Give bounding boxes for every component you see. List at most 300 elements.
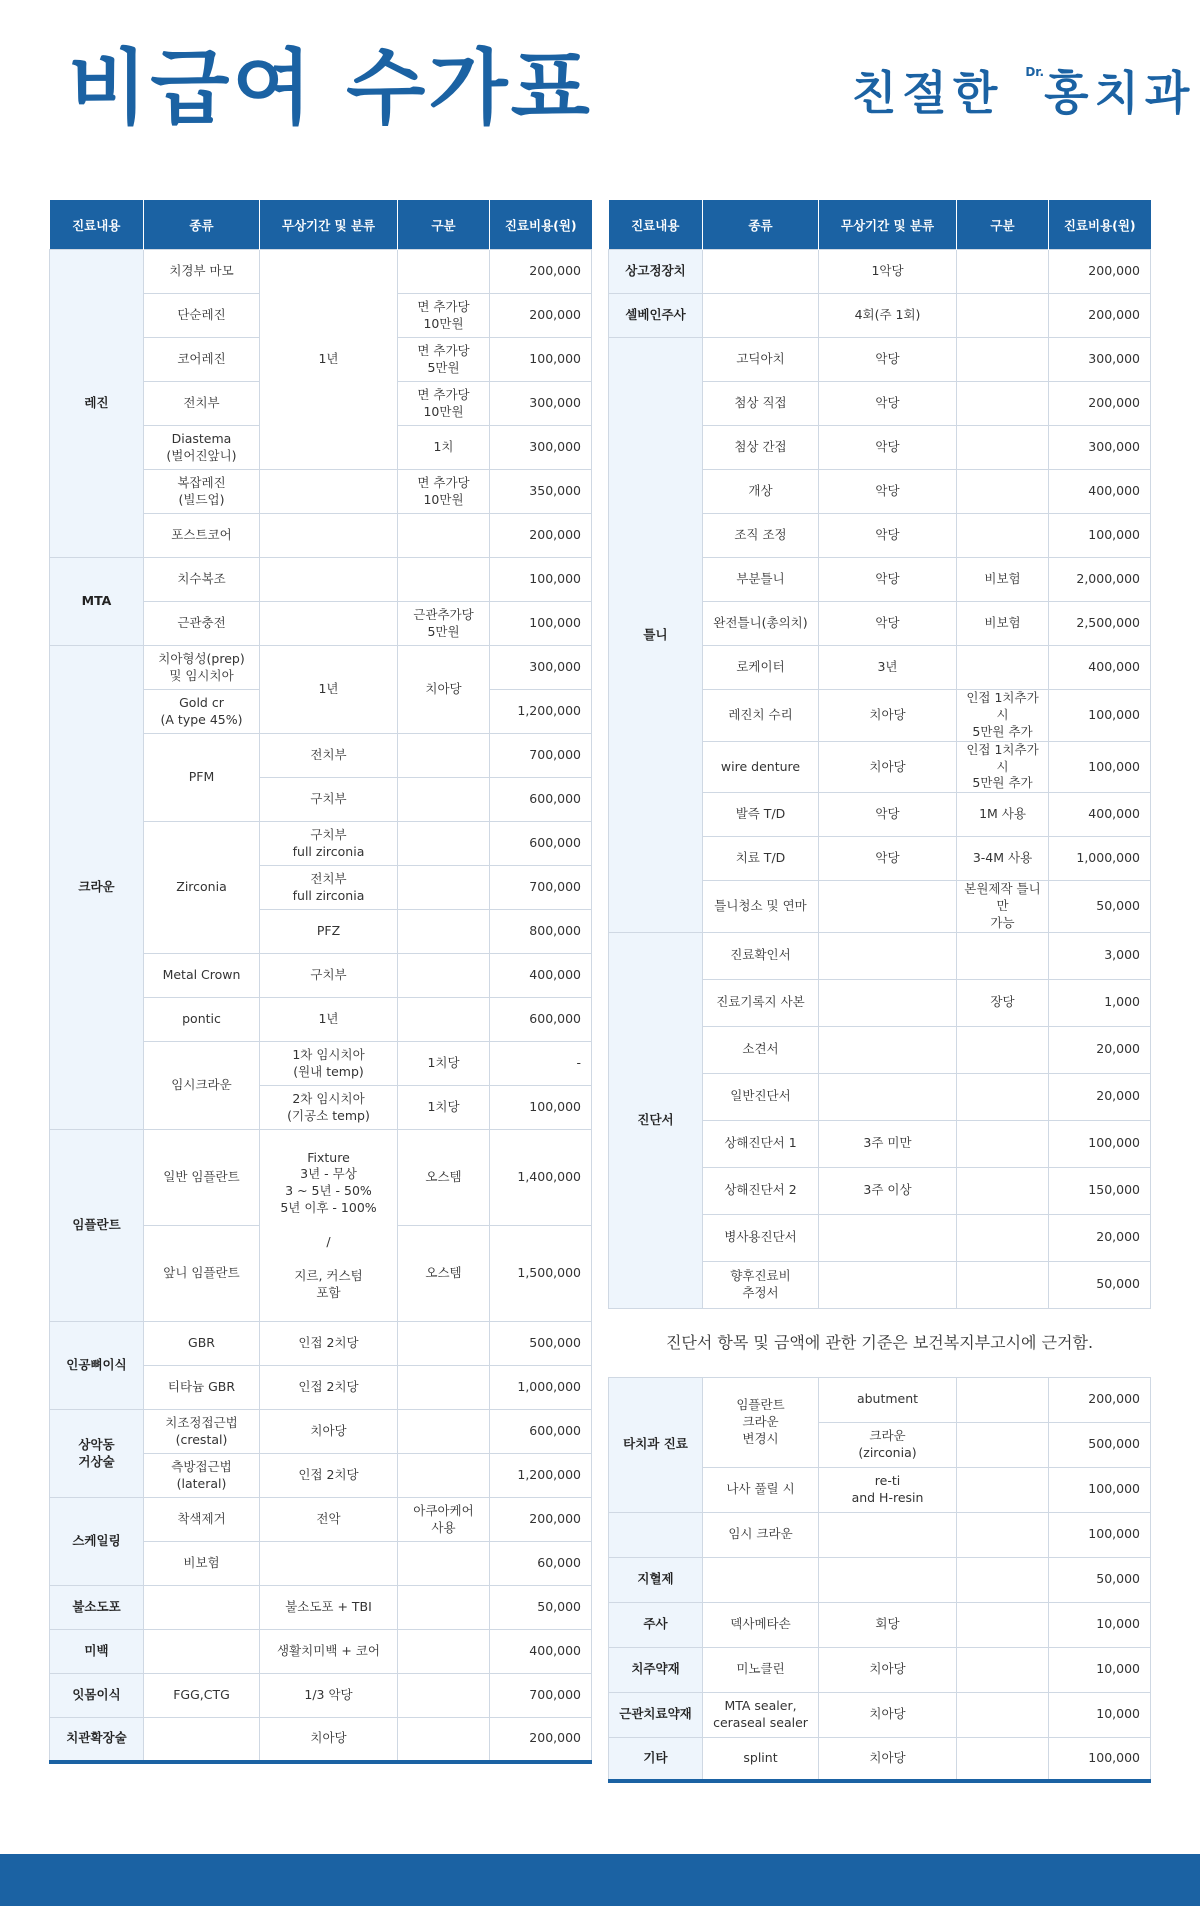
period-cell: 인접 2치당 bbox=[260, 1454, 398, 1498]
price-cell: 100,000 bbox=[490, 602, 592, 646]
class-cell bbox=[398, 1630, 490, 1674]
class-cell bbox=[398, 1586, 490, 1630]
type-cell bbox=[144, 1586, 260, 1630]
class-cell bbox=[398, 514, 490, 558]
col-header-type: 종류 bbox=[703, 200, 819, 250]
type-cell: wire denture bbox=[703, 741, 819, 793]
price-cell: 50,000 bbox=[1049, 881, 1151, 933]
period-cell: 회당 bbox=[819, 1602, 957, 1647]
price-cell: 700,000 bbox=[490, 734, 592, 778]
period-cell: 1년 bbox=[260, 250, 398, 470]
class-cell bbox=[957, 470, 1049, 514]
type-cell: 임시크라운 bbox=[144, 1042, 260, 1130]
type-cell: Metal Crown bbox=[144, 954, 260, 998]
period-cell: 악당 bbox=[819, 514, 957, 558]
class-cell bbox=[398, 954, 490, 998]
table-row bbox=[50, 1674, 592, 1718]
price-cell: 100,000 bbox=[490, 558, 592, 602]
period-cell: 치아당 bbox=[819, 741, 957, 793]
class-cell bbox=[957, 514, 1049, 558]
price-cell: 10,000 bbox=[1049, 1692, 1151, 1737]
price-cell: 700,000 bbox=[490, 866, 592, 910]
table-row bbox=[50, 1410, 592, 1454]
type-cell: 고딕아치 bbox=[703, 338, 819, 382]
period-cell: 악당 bbox=[819, 426, 957, 470]
price-cell: 1,000,000 bbox=[1049, 837, 1151, 881]
type-cell: 전치부 bbox=[144, 382, 260, 426]
type-cell: 앞니 임플란트 bbox=[144, 1226, 260, 1322]
category-cell bbox=[609, 1512, 703, 1557]
class-cell bbox=[957, 1692, 1049, 1737]
period-cell bbox=[260, 1542, 398, 1586]
period-cell: 치아당 bbox=[819, 690, 957, 742]
type-cell: 향후진료비 추정서 bbox=[703, 1261, 819, 1308]
price-cell: 400,000 bbox=[490, 954, 592, 998]
price-cell: 200,000 bbox=[490, 294, 592, 338]
type-cell: 치조정접근법 (crestal) bbox=[144, 1410, 260, 1454]
price-cell: 60,000 bbox=[490, 1542, 592, 1586]
type-cell: 치료 T/D bbox=[703, 837, 819, 881]
type-cell: 나사 풀릴 시 bbox=[703, 1467, 819, 1512]
class-cell bbox=[957, 338, 1049, 382]
period-cell: 4회(주 1회) bbox=[819, 294, 957, 338]
category-cell: 레진 bbox=[50, 250, 144, 558]
period-cell bbox=[819, 1512, 957, 1557]
period-cell: 악당 bbox=[819, 837, 957, 881]
price-cell: 600,000 bbox=[490, 998, 592, 1042]
class-cell bbox=[398, 1542, 490, 1586]
type-cell: 단순레진 bbox=[144, 294, 260, 338]
class-cell: 1치당 bbox=[398, 1042, 490, 1086]
class-cell bbox=[957, 1377, 1049, 1422]
table-row bbox=[50, 1586, 592, 1630]
col-header-price: 진료비용(원) bbox=[490, 200, 592, 250]
class-cell: 1치 bbox=[398, 426, 490, 470]
period-cell bbox=[819, 881, 957, 933]
table-row bbox=[609, 338, 1151, 382]
type-cell: Gold cr (A type 45%) bbox=[144, 690, 260, 734]
price-cell: 100,000 bbox=[1049, 1737, 1151, 1781]
class-cell bbox=[957, 1737, 1049, 1781]
class-cell: 면 추가당 10만원 bbox=[398, 470, 490, 514]
table-row bbox=[50, 1718, 592, 1762]
left-price-table bbox=[49, 200, 592, 1764]
type-cell: pontic bbox=[144, 998, 260, 1042]
footer-bar bbox=[0, 1854, 1200, 1906]
type-cell: 진료확인서 bbox=[703, 932, 819, 979]
category-cell: 불소도포 bbox=[50, 1586, 144, 1630]
type-cell: 포스트코어 bbox=[144, 514, 260, 558]
category-cell: 상악동 거상술 bbox=[50, 1410, 144, 1498]
left-header-row bbox=[50, 200, 592, 250]
table-row bbox=[609, 250, 1151, 294]
period-cell: PFZ bbox=[260, 910, 398, 954]
class-cell bbox=[398, 250, 490, 294]
type-cell: 치수복조 bbox=[144, 558, 260, 602]
class-cell bbox=[398, 822, 490, 866]
type-cell bbox=[144, 1718, 260, 1762]
class-cell bbox=[957, 1467, 1049, 1512]
period-cell: 3년 bbox=[819, 646, 957, 690]
note-row bbox=[609, 1308, 1151, 1377]
class-cell: 본원제작 틀니만 가능 bbox=[957, 881, 1049, 933]
table-row bbox=[50, 1498, 592, 1542]
category-cell: 상고정장치 bbox=[609, 250, 703, 294]
price-cell: 100,000 bbox=[1049, 1512, 1151, 1557]
type-cell: 임플란트 크라운 변경시 bbox=[703, 1377, 819, 1467]
price-cell: 150,000 bbox=[1049, 1167, 1151, 1214]
class-cell bbox=[957, 1167, 1049, 1214]
class-cell bbox=[398, 1718, 490, 1762]
table-row bbox=[50, 1630, 592, 1674]
category-cell: 잇몸이식 bbox=[50, 1674, 144, 1718]
category-cell: 타치과 진료 bbox=[609, 1377, 703, 1512]
type-cell: 틀니청소 및 연마 bbox=[703, 881, 819, 933]
class-cell bbox=[957, 250, 1049, 294]
period-cell: Fixture 3년 - 무상 3 ~ 5년 - 50% 5년 이후 - 100% / 지르, 커스텀 포함 bbox=[260, 1130, 398, 1322]
price-cell: 10,000 bbox=[1049, 1602, 1151, 1647]
type-cell: 일반진단서 bbox=[703, 1073, 819, 1120]
price-cell: 1,400,000 bbox=[490, 1130, 592, 1226]
class-cell: 아쿠아케어 사용 bbox=[398, 1498, 490, 1542]
price-cell: 10,000 bbox=[1049, 1647, 1151, 1692]
period-cell: abutment bbox=[819, 1377, 957, 1422]
category-cell: 크라운 bbox=[50, 646, 144, 1130]
class-cell: 면 추가당 10만원 bbox=[398, 294, 490, 338]
type-cell: Diastema (벌어진앞니) bbox=[144, 426, 260, 470]
price-cell: 300,000 bbox=[1049, 338, 1151, 382]
type-cell: PFM bbox=[144, 734, 260, 822]
price-cell: 400,000 bbox=[1049, 646, 1151, 690]
type-cell: 비보험 bbox=[144, 1542, 260, 1586]
price-cell: 300,000 bbox=[490, 426, 592, 470]
class-cell bbox=[398, 1410, 490, 1454]
price-cell: 800,000 bbox=[490, 910, 592, 954]
class-cell bbox=[398, 1674, 490, 1718]
type-cell: MTA sealer, ceraseal sealer bbox=[703, 1692, 819, 1737]
type-cell: 측방접근법 (lateral) bbox=[144, 1454, 260, 1498]
class-cell bbox=[957, 1026, 1049, 1073]
category-cell: 스케일링 bbox=[50, 1498, 144, 1586]
class-cell: 인접 1치추가시 5만원 추가 bbox=[957, 690, 1049, 742]
type-cell: 로케이터 bbox=[703, 646, 819, 690]
price-cell: 100,000 bbox=[1049, 1120, 1151, 1167]
type-cell: 병사용진단서 bbox=[703, 1214, 819, 1261]
price-cell: 200,000 bbox=[490, 250, 592, 294]
price-cell: 20,000 bbox=[1049, 1026, 1151, 1073]
period-cell bbox=[819, 1261, 957, 1308]
period-cell: 생활치미백 + 코어 bbox=[260, 1630, 398, 1674]
category-cell: MTA bbox=[50, 558, 144, 646]
col-header-period: 무상기간 및 분류 bbox=[260, 200, 398, 250]
category-cell: 주사 bbox=[609, 1602, 703, 1647]
price-cell: 2,500,000 bbox=[1049, 602, 1151, 646]
class-cell bbox=[957, 932, 1049, 979]
class-cell bbox=[957, 1647, 1049, 1692]
type-cell bbox=[703, 294, 819, 338]
diagnosis-note: 진단서 항목 및 금액에 관한 기준은 보건복지부고시에 근거함. bbox=[609, 1308, 1151, 1377]
period-cell bbox=[819, 1073, 957, 1120]
class-cell bbox=[398, 1322, 490, 1366]
table-row bbox=[50, 1130, 592, 1226]
period-cell: 치아당 bbox=[819, 1737, 957, 1781]
period-cell: 전치부 full zirconia bbox=[260, 866, 398, 910]
period-cell: 구치부 bbox=[260, 778, 398, 822]
price-cell: 200,000 bbox=[1049, 250, 1151, 294]
right-price-table bbox=[608, 200, 1151, 1783]
price-cell: 500,000 bbox=[490, 1322, 592, 1366]
col-header-type: 종류 bbox=[144, 200, 260, 250]
period-cell bbox=[819, 932, 957, 979]
category-cell: 틀니 bbox=[609, 338, 703, 933]
period-cell bbox=[260, 558, 398, 602]
col-header-price: 진료비용(원) bbox=[1049, 200, 1151, 250]
type-cell: 티타늄 GBR bbox=[144, 1366, 260, 1410]
type-cell: splint bbox=[703, 1737, 819, 1781]
class-cell bbox=[398, 998, 490, 1042]
col-header-treatment: 진료내용 bbox=[50, 200, 144, 250]
category-cell: 치주약재 bbox=[609, 1647, 703, 1692]
type-cell: 상해진단서 1 bbox=[703, 1120, 819, 1167]
period-cell: 치아당 bbox=[819, 1692, 957, 1737]
price-cell: 200,000 bbox=[1049, 1377, 1151, 1422]
type-cell: 착색제거 bbox=[144, 1498, 260, 1542]
type-cell: 치경부 마모 bbox=[144, 250, 260, 294]
period-cell: 1/3 악당 bbox=[260, 1674, 398, 1718]
class-cell bbox=[398, 1454, 490, 1498]
price-cell: 350,000 bbox=[490, 470, 592, 514]
period-cell bbox=[819, 1026, 957, 1073]
price-cell: 1,500,000 bbox=[490, 1226, 592, 1322]
class-cell: 1치당 bbox=[398, 1086, 490, 1130]
period-cell: 2차 임시치아 (기공소 temp) bbox=[260, 1086, 398, 1130]
period-cell: 1년 bbox=[260, 998, 398, 1042]
period-cell: 3주 이상 bbox=[819, 1167, 957, 1214]
type-cell: 완전틀니(총의치) bbox=[703, 602, 819, 646]
price-cell: - bbox=[490, 1042, 592, 1086]
price-cell: 600,000 bbox=[490, 822, 592, 866]
category-cell: 기타 bbox=[609, 1737, 703, 1781]
class-cell bbox=[957, 382, 1049, 426]
price-cell: 100,000 bbox=[1049, 741, 1151, 793]
class-cell bbox=[957, 1073, 1049, 1120]
class-cell: 3-4M 사용 bbox=[957, 837, 1049, 881]
period-cell: 악당 bbox=[819, 793, 957, 837]
category-cell: 지혈제 bbox=[609, 1557, 703, 1602]
period-cell: re-ti and H-resin bbox=[819, 1467, 957, 1512]
type-cell: GBR bbox=[144, 1322, 260, 1366]
price-cell: 200,000 bbox=[490, 1498, 592, 1542]
price-cell: 2,000,000 bbox=[1049, 558, 1151, 602]
class-cell bbox=[957, 1422, 1049, 1467]
class-cell: 오스템 bbox=[398, 1226, 490, 1322]
page-title: 비급여 수가표 bbox=[68, 41, 593, 136]
price-cell: 200,000 bbox=[490, 1718, 592, 1762]
type-cell: 첨상 간접 bbox=[703, 426, 819, 470]
period-cell: 인접 2치당 bbox=[260, 1366, 398, 1410]
type-cell: 소견서 bbox=[703, 1026, 819, 1073]
type-cell: Zirconia bbox=[144, 822, 260, 954]
period-cell bbox=[260, 602, 398, 646]
table-row bbox=[609, 932, 1151, 979]
price-cell: 50,000 bbox=[1049, 1557, 1151, 1602]
price-cell: 300,000 bbox=[490, 382, 592, 426]
period-cell: 악당 bbox=[819, 602, 957, 646]
class-cell: 면 추가당 5만원 bbox=[398, 338, 490, 382]
price-cell: 500,000 bbox=[1049, 1422, 1151, 1467]
period-cell: 전치부 bbox=[260, 734, 398, 778]
type-cell: 상해진단서 2 bbox=[703, 1167, 819, 1214]
class-cell bbox=[398, 558, 490, 602]
period-cell bbox=[819, 979, 957, 1026]
table-row bbox=[609, 294, 1151, 338]
price-cell: 50,000 bbox=[1049, 1261, 1151, 1308]
class-cell: 치아당 bbox=[398, 646, 490, 734]
class-cell bbox=[398, 1366, 490, 1410]
category-cell: 미백 bbox=[50, 1630, 144, 1674]
type-cell bbox=[144, 1630, 260, 1674]
class-cell: 인접 1치추가시 5만원 추가 bbox=[957, 741, 1049, 793]
period-cell: 치아당 bbox=[260, 1410, 398, 1454]
period-cell: 구치부 bbox=[260, 954, 398, 998]
period-cell: 불소도포 + TBI bbox=[260, 1586, 398, 1630]
period-cell: 1악당 bbox=[819, 250, 957, 294]
price-cell: 700,000 bbox=[490, 1674, 592, 1718]
period-cell: 치아당 bbox=[819, 1647, 957, 1692]
period-cell bbox=[819, 1214, 957, 1261]
type-cell: 덱사메타손 bbox=[703, 1602, 819, 1647]
price-cell: 50,000 bbox=[490, 1586, 592, 1630]
price-cell: 1,200,000 bbox=[490, 690, 592, 734]
price-cell: 1,000 bbox=[1049, 979, 1151, 1026]
price-cell: 1,000,000 bbox=[490, 1366, 592, 1410]
period-cell: 전악 bbox=[260, 1498, 398, 1542]
right-header-row bbox=[609, 200, 1151, 250]
period-cell bbox=[260, 470, 398, 514]
class-cell: 면 추가당 10만원 bbox=[398, 382, 490, 426]
period-cell: 1차 임시치아 (원내 temp) bbox=[260, 1042, 398, 1086]
category-cell: 임플란트 bbox=[50, 1130, 144, 1322]
period-cell: 악당 bbox=[819, 338, 957, 382]
price-cell: 400,000 bbox=[490, 1630, 592, 1674]
class-cell bbox=[957, 1557, 1049, 1602]
class-cell bbox=[957, 1120, 1049, 1167]
period-cell: 치아당 bbox=[260, 1718, 398, 1762]
table-row bbox=[50, 250, 592, 294]
class-cell: 비보험 bbox=[957, 602, 1049, 646]
price-cell: 100,000 bbox=[490, 338, 592, 382]
type-cell: 진료기록지 사본 bbox=[703, 979, 819, 1026]
price-cell: 20,000 bbox=[1049, 1214, 1151, 1261]
table-row bbox=[609, 1512, 1151, 1557]
col-header-treatment: 진료내용 bbox=[609, 200, 703, 250]
type-cell: 미노클린 bbox=[703, 1647, 819, 1692]
type-cell: 부분틀니 bbox=[703, 558, 819, 602]
clinic-logo: 친절한 $^{Dr.}$홍치과 bbox=[852, 65, 1196, 120]
category-cell: 근관치료약재 bbox=[609, 1692, 703, 1737]
type-cell: 레진치 수리 bbox=[703, 690, 819, 742]
price-cell: 600,000 bbox=[490, 1410, 592, 1454]
price-cell: 200,000 bbox=[1049, 382, 1151, 426]
col-header-class: 구분 bbox=[957, 200, 1049, 250]
type-cell: 코어레진 bbox=[144, 338, 260, 382]
period-cell: 악당 bbox=[819, 470, 957, 514]
price-cell: 20,000 bbox=[1049, 1073, 1151, 1120]
table-row bbox=[50, 558, 592, 602]
price-cell: 100,000 bbox=[1049, 514, 1151, 558]
table-row bbox=[50, 1322, 592, 1366]
class-cell bbox=[957, 646, 1049, 690]
period-cell: 구치부 full zirconia bbox=[260, 822, 398, 866]
class-cell bbox=[398, 910, 490, 954]
price-cell: 200,000 bbox=[490, 514, 592, 558]
class-cell: 1M 사용 bbox=[957, 793, 1049, 837]
class-cell bbox=[957, 426, 1049, 470]
type-cell: 일반 임플란트 bbox=[144, 1130, 260, 1226]
class-cell: 장당 bbox=[957, 979, 1049, 1026]
price-cell: 600,000 bbox=[490, 778, 592, 822]
type-cell: 조직 조정 bbox=[703, 514, 819, 558]
price-cell: 400,000 bbox=[1049, 793, 1151, 837]
class-cell bbox=[957, 1512, 1049, 1557]
table-row bbox=[609, 1692, 1151, 1737]
type-cell bbox=[703, 250, 819, 294]
category-cell: 진단서 bbox=[609, 932, 703, 1308]
class-cell bbox=[957, 294, 1049, 338]
period-cell: 악당 bbox=[819, 382, 957, 426]
price-cell: 100,000 bbox=[1049, 1467, 1151, 1512]
class-cell bbox=[957, 1602, 1049, 1647]
col-header-period: 무상기간 및 분류 bbox=[819, 200, 957, 250]
class-cell bbox=[957, 1261, 1049, 1308]
table-row bbox=[609, 1602, 1151, 1647]
type-cell bbox=[703, 1557, 819, 1602]
col-header-class: 구분 bbox=[398, 200, 490, 250]
type-cell: 치아형성(prep) 및 임시치아 bbox=[144, 646, 260, 690]
class-cell bbox=[957, 1214, 1049, 1261]
type-cell: 복잡레진 (빌드업) bbox=[144, 470, 260, 514]
period-cell bbox=[819, 1557, 957, 1602]
price-cell: 1,200,000 bbox=[490, 1454, 592, 1498]
category-cell: 셀베인주사 bbox=[609, 294, 703, 338]
price-cell: 200,000 bbox=[1049, 294, 1151, 338]
category-cell: 인공뼈이식 bbox=[50, 1322, 144, 1410]
price-cell: 300,000 bbox=[1049, 426, 1151, 470]
price-cell: 3,000 bbox=[1049, 932, 1151, 979]
price-cell: 100,000 bbox=[490, 1086, 592, 1130]
class-cell: 오스템 bbox=[398, 1130, 490, 1226]
period-cell: 인접 2치당 bbox=[260, 1322, 398, 1366]
type-cell: 근관충전 bbox=[144, 602, 260, 646]
class-cell bbox=[398, 866, 490, 910]
class-cell: 근관추가당 5만원 bbox=[398, 602, 490, 646]
type-cell: FGG,CTG bbox=[144, 1674, 260, 1718]
type-cell: 발즉 T/D bbox=[703, 793, 819, 837]
period-cell: 1년 bbox=[260, 646, 398, 734]
table-row bbox=[609, 1557, 1151, 1602]
type-cell: 첨상 직접 bbox=[703, 382, 819, 426]
price-cell: 100,000 bbox=[1049, 690, 1151, 742]
price-cell: 400,000 bbox=[1049, 470, 1151, 514]
type-cell: 임시 크라운 bbox=[703, 1512, 819, 1557]
category-cell: 치관확장술 bbox=[50, 1718, 144, 1762]
table-row bbox=[609, 1377, 1151, 1422]
period-cell: 3주 미만 bbox=[819, 1120, 957, 1167]
table-row bbox=[609, 1647, 1151, 1692]
period-cell bbox=[260, 514, 398, 558]
period-cell: 크라운 (zirconia) bbox=[819, 1422, 957, 1467]
price-cell: 300,000 bbox=[490, 646, 592, 690]
